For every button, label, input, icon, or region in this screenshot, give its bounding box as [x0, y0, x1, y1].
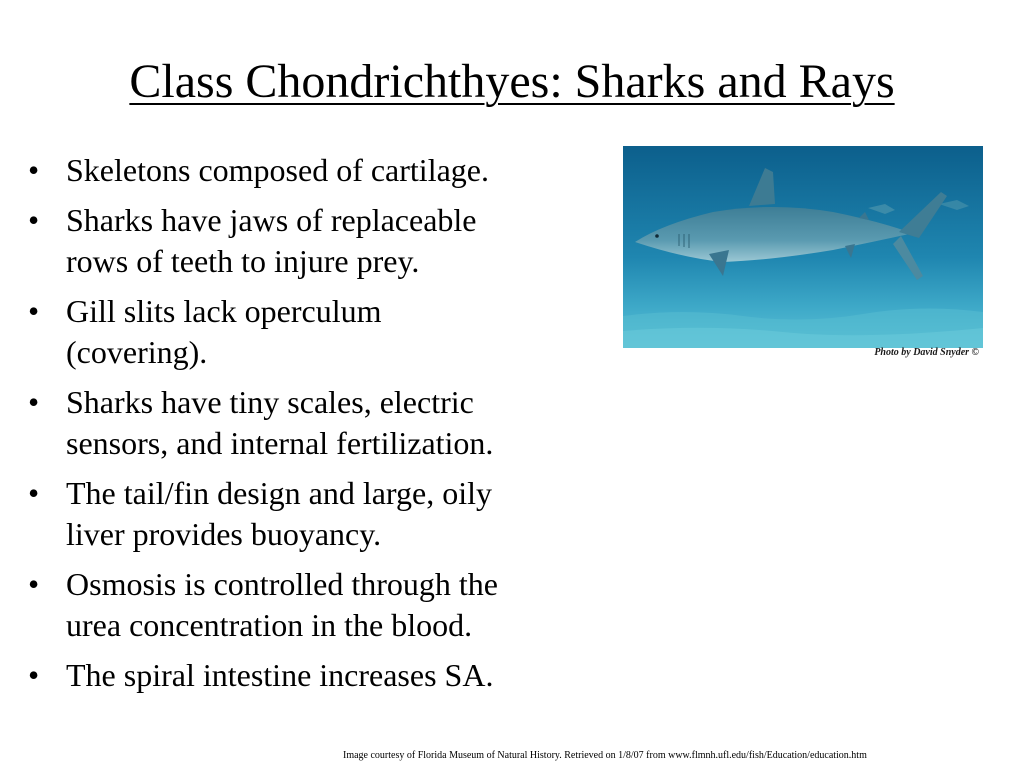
shark-photo-image	[623, 146, 983, 364]
bullet-line: sensors, and internal fertilization.	[66, 425, 494, 461]
bullet-marker: •	[28, 475, 40, 511]
bullet-line: The tail/fin design and large, oily	[66, 475, 492, 511]
bullet-line: Sharks have tiny scales, electric	[66, 384, 474, 420]
bullet-marker: •	[28, 152, 40, 188]
bullet-item	[28, 564, 628, 646]
bullet-item	[28, 291, 628, 373]
bullet-line: The spiral intestine increases SA.	[66, 657, 494, 693]
bullet-item	[28, 200, 628, 282]
bullet-list	[28, 150, 628, 705]
bullet-line: Osmosis is controlled through the	[66, 566, 498, 602]
image-source-footer: Image courtesy of Florida Museum of Natural History. Retrieved on 1/8/07 from www.flmnh.ufl.edu/fish/Education/education.htm	[343, 750, 867, 761]
bullet-line: rows of teeth to injure prey.	[66, 243, 420, 279]
bullet-marker: •	[28, 202, 40, 238]
bullet-line: liver provides buoyancy.	[66, 516, 382, 552]
bullet-item	[28, 655, 628, 696]
bullet-marker: •	[28, 293, 40, 329]
bullet-item	[28, 473, 628, 555]
bullet-line: Sharks have jaws of replaceable	[66, 202, 477, 238]
bullet-line: (covering).	[66, 334, 208, 370]
slide-title-text: Class Chondrichthyes: Sharks and Rays	[129, 55, 895, 108]
bullet-marker: •	[28, 657, 40, 693]
bullet-marker: •	[28, 566, 40, 602]
photo-credit: Photo by David Snyder ©	[874, 347, 979, 358]
slide-title	[0, 52, 1024, 112]
bullet-marker: •	[28, 384, 40, 420]
bullet-line: Gill slits lack operculum	[66, 293, 382, 329]
bullet-item	[28, 382, 628, 464]
shark-photo	[623, 146, 983, 364]
bullet-line: Skeletons composed of cartilage.	[66, 152, 489, 188]
bullet-line: urea concentration in the blood.	[66, 607, 473, 643]
bullet-item	[28, 150, 628, 191]
